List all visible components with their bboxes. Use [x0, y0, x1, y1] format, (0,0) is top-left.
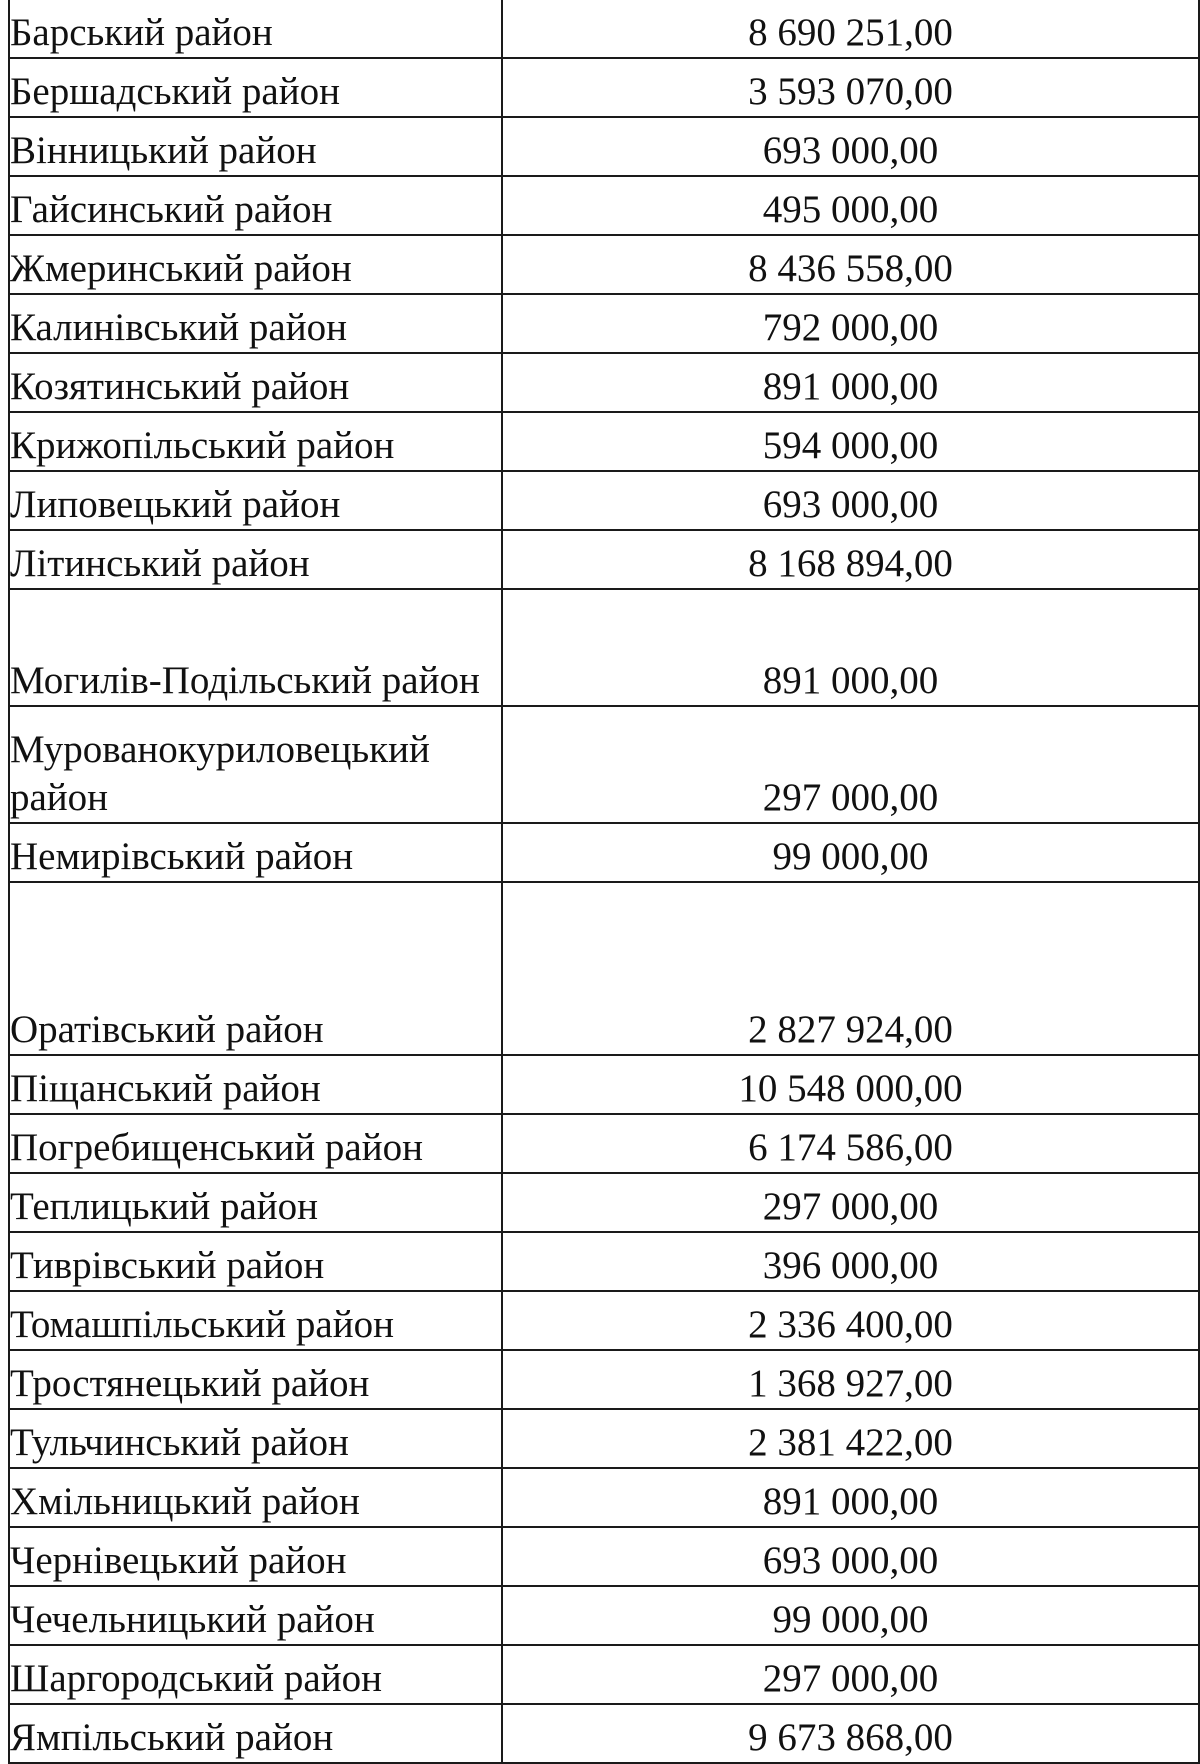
- district-name-cell: [9, 117, 502, 176]
- district-name-cell: [9, 235, 502, 294]
- table-row: [9, 823, 1199, 882]
- district-name-cell: [9, 176, 502, 235]
- table-row: [9, 1645, 1199, 1704]
- amount-value: 2 336 400,00: [502, 1291, 1199, 1350]
- district-name: Жмеринський район: [10, 247, 352, 290]
- district-name-cell: [9, 706, 502, 823]
- table-row: [9, 530, 1199, 589]
- table-row: [9, 471, 1199, 530]
- district-name: Хмільницький район: [10, 1480, 360, 1523]
- district-name: Козятинський район: [10, 365, 350, 408]
- amount-value: 9 673 868,00: [502, 1704, 1199, 1763]
- table-row: [9, 294, 1199, 353]
- district-name-cell: [9, 353, 502, 412]
- table-body: [9, 0, 1199, 1763]
- amount-value: 792 000,00: [502, 294, 1199, 353]
- district-name: Шаргородський район: [10, 1657, 382, 1700]
- district-name-cell: [9, 1586, 502, 1645]
- table-row: [9, 0, 1199, 58]
- table-row: [9, 1704, 1199, 1763]
- amount-value: 693 000,00: [502, 117, 1199, 176]
- district-name: Мурованокуриловецький район: [10, 728, 430, 819]
- table-row: [9, 353, 1199, 412]
- amount-value: 297 000,00: [502, 1173, 1199, 1232]
- amount-value: 2 381 422,00: [502, 1409, 1199, 1468]
- district-name: Гайсинський район: [10, 188, 333, 231]
- district-name-cell: [9, 1232, 502, 1291]
- amount-value: 99 000,00: [502, 1586, 1199, 1645]
- table-row: [9, 176, 1199, 235]
- district-name-cell: [9, 1409, 502, 1468]
- table-row: [9, 235, 1199, 294]
- district-name: Липовецький район: [10, 483, 341, 526]
- amount-value: 297 000,00: [502, 1645, 1199, 1704]
- district-name: Немирівський район: [10, 835, 354, 878]
- table-row: [9, 117, 1199, 176]
- table-row: [9, 1350, 1199, 1409]
- district-name-cell: [9, 589, 502, 706]
- amount-value: 693 000,00: [502, 1527, 1199, 1586]
- amount-value: 1 368 927,00: [502, 1350, 1199, 1409]
- table-row: [9, 1468, 1199, 1527]
- amount-value: 693 000,00: [502, 471, 1199, 530]
- district-name-cell: [9, 1527, 502, 1586]
- amount-value: 495 000,00: [502, 176, 1199, 235]
- table-row: [9, 882, 1199, 1055]
- district-name: Погребищенський район: [10, 1126, 423, 1169]
- district-name: Томашпільський район: [10, 1303, 394, 1346]
- amount-value: 396 000,00: [502, 1232, 1199, 1291]
- district-name: Ямпільський район: [10, 1716, 334, 1759]
- table-row: [9, 589, 1199, 706]
- table-row: [9, 1055, 1199, 1114]
- amount-value: 297 000,00: [502, 706, 1199, 823]
- amount-value: 891 000,00: [502, 589, 1199, 706]
- district-name: Барський район: [10, 11, 273, 54]
- district-name-cell: [9, 294, 502, 353]
- amount-value: 2 827 924,00: [502, 882, 1199, 1055]
- district-name-cell: [9, 882, 502, 1055]
- amount-value: 99 000,00: [502, 823, 1199, 882]
- amount-value: 8 168 894,00: [502, 530, 1199, 589]
- district-name-cell: [9, 1114, 502, 1173]
- amount-value: 891 000,00: [502, 353, 1199, 412]
- district-name-cell: [9, 1350, 502, 1409]
- district-name: Теплицький район: [10, 1185, 319, 1228]
- district-name: Калинівський район: [10, 306, 347, 349]
- amount-value: 8 690 251,00: [502, 0, 1199, 58]
- table-row: [9, 58, 1199, 117]
- district-name-cell: [9, 1468, 502, 1527]
- district-name: Могилів-Подільський район: [10, 659, 480, 702]
- amount-value: 10 548 000,00: [502, 1055, 1199, 1114]
- district-name: Чернівецький район: [10, 1539, 347, 1582]
- district-name: Чечельницький район: [10, 1598, 375, 1641]
- district-name: Тиврівський район: [10, 1244, 325, 1287]
- district-name: Крижопільський район: [10, 424, 395, 467]
- district-name-cell: [9, 1291, 502, 1350]
- table-row: [9, 1409, 1199, 1468]
- district-name: Тростянецький район: [10, 1362, 370, 1405]
- district-amounts-table: [8, 0, 1200, 1764]
- table-row: [9, 1291, 1199, 1350]
- district-name: Вінницький район: [10, 129, 317, 172]
- table-row: [9, 706, 1199, 823]
- amount-value: 3 593 070,00: [502, 58, 1199, 117]
- table-row: [9, 1586, 1199, 1645]
- amount-value: 8 436 558,00: [502, 235, 1199, 294]
- district-name-cell: [9, 471, 502, 530]
- district-name: Піщанський район: [10, 1067, 321, 1110]
- district-name: Бершадський район: [10, 70, 340, 113]
- district-name: Оратівський район: [10, 1008, 324, 1051]
- table-row: [9, 1232, 1199, 1291]
- district-name-cell: [9, 1704, 502, 1763]
- district-name-cell: [9, 412, 502, 471]
- table-row: [9, 1173, 1199, 1232]
- district-name: Літинський район: [10, 542, 310, 585]
- table-row: [9, 1527, 1199, 1586]
- table-row: [9, 1114, 1199, 1173]
- amount-value: 594 000,00: [502, 412, 1199, 471]
- district-name-cell: [9, 58, 502, 117]
- district-name-cell: [9, 0, 502, 58]
- district-name-cell: [9, 1173, 502, 1232]
- district-name-cell: [9, 823, 502, 882]
- district-name-cell: [9, 1645, 502, 1704]
- amount-value: 891 000,00: [502, 1468, 1199, 1527]
- amount-value: 6 174 586,00: [502, 1114, 1199, 1173]
- table-row: [9, 412, 1199, 471]
- district-name-cell: [9, 1055, 502, 1114]
- district-name: Тульчинський район: [10, 1421, 349, 1464]
- district-name-cell: [9, 530, 502, 589]
